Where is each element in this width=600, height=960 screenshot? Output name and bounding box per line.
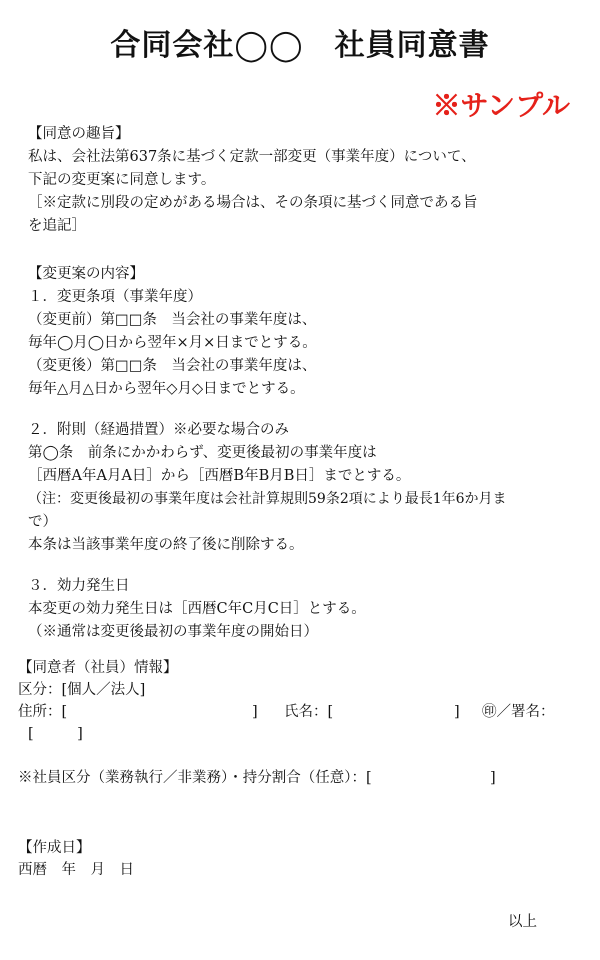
consenter-heading: 【同意者（社員）情報】	[18, 660, 178, 676]
item1-title: １．変更条項（事業年度）	[28, 289, 202, 305]
address-close: ]	[252, 704, 258, 720]
seal-sign-label: ㊞／署名：	[482, 704, 555, 720]
creation-heading: 【作成日】	[18, 840, 91, 856]
item2-line: 本条は当該事業年度の終了後に削除する。	[28, 537, 304, 553]
sample-label: ※サンプル	[432, 89, 570, 122]
member-class-close: ]	[490, 770, 496, 786]
document-title: 合同会社◯◯ 社員同意書	[110, 28, 490, 63]
address-label[interactable]: 住所：[	[18, 704, 68, 720]
category-field[interactable]: 区分：[個人／法人]	[18, 682, 146, 698]
name-label[interactable]: 氏名：[	[284, 704, 334, 720]
purpose-line: 私は、会社法第637条に基づく定款一部変更（事業年度）について、	[28, 149, 476, 165]
purpose-heading: 【同意の趣旨】	[28, 126, 130, 142]
item1-line: （変更前）第□□条 当会社の事業年度は、	[28, 312, 317, 328]
item1-line: 毎年◯月◯日から翌年×月×日までとする。	[28, 335, 317, 351]
item3-line: （※通常は変更後最初の事業年度の開始日）	[28, 624, 318, 640]
purpose-line: ［※定款に別段の定めがある場合は、その条項に基づく同意である旨	[28, 195, 478, 211]
item2-line: 第◯条 前条にかかわらず、変更後最初の事業年度は	[28, 445, 377, 461]
member-class-field[interactable]: ※社員区分（業務執行／非業務）・持分割合（任意）：[	[18, 770, 372, 786]
item1-line: 毎年△月△日から翌年◇月◇日までとする。	[28, 381, 305, 397]
closing-text: 以上	[508, 914, 537, 930]
name-close: ]	[454, 704, 460, 720]
creation-date[interactable]: 西暦 年 月 日	[18, 862, 134, 878]
item2-line: で）	[28, 514, 57, 530]
item2-line: ［西暦A年A月A日］から［西暦B年B月B日］までとする。	[28, 468, 411, 484]
purpose-line: 下記の変更案に同意します。	[28, 172, 216, 188]
sign-field[interactable]: [ ]	[28, 726, 83, 742]
item2-line: （注：変更後最初の事業年度は会社計算規則59条2項により最長1年6か月ま	[28, 491, 507, 507]
amendment-heading: 【変更案の内容】	[28, 266, 144, 282]
item2-title: ２．附則（経過措置）※必要な場合のみ	[28, 422, 289, 438]
item3-line: 本変更の効力発生日は［西暦C年C月C日］とする。	[28, 601, 366, 617]
purpose-line: を追記］	[28, 218, 86, 234]
item3-title: ３．効力発生日	[28, 578, 130, 594]
item1-line: （変更後）第□□条 当会社の事業年度は、	[28, 358, 317, 374]
